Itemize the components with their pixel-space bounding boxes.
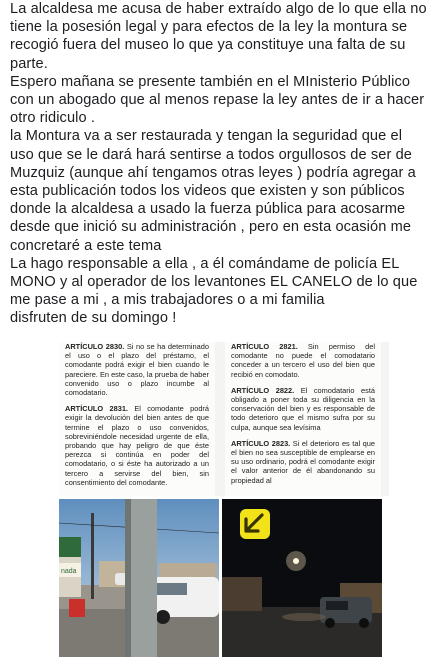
post-paragraph-5: disfruten de su domingo !: [10, 310, 177, 327]
document-column-left: [59, 342, 215, 496]
street-sign-text: nada: [61, 568, 77, 575]
article-2822: ARTÍCULO 2822. El comodatario está obligado a poner toda su diligencia en la conservación del bien y es responsable de todo deterioro que el mismo sufra por su culpa, aunque sea levísima: [231, 385, 375, 432]
night-street-photo[interactable]: [222, 499, 382, 657]
daytime-street-photo[interactable]: [59, 499, 219, 657]
post-paragraph-4: La hago responsable a ella , a él comándame de policía EL MONO y al operador de los levantones EL CANELO de lo que me pase a mi , a mis trabajadores o a mi familia: [10, 255, 418, 309]
post-text: [10, 0, 430, 328]
document-column-right: [225, 342, 381, 496]
post-paragraph-3: la Montura va a ser restaurada y tengan la seguridad que el uso que se le dará hará sentirse a todos orgullosos de ser de Muzquiz (aunque ahí tengamos otras leyes ) podría agregar a esta publicación todos los videos que existen y son públicos donde la alcaldesa a usado la fuerza pública para acosarme desde que inició su administración , pero en esta ocasión me concretaré a este tema: [10, 128, 416, 254]
post-paragraph-1: La alcaldesa me acusa de haber extraído algo de lo que ella no tiene la posesión legal y para efectos de la ley la montura se recogió fuera del museo lo que ya constituye una falta de su parte.: [10, 1, 427, 72]
post-paragraph-2: Espero mañana se presente también en el MInisterio Público con un abogado que al menos repase la ley antes de ir a hacer otro ridiculo .: [10, 73, 425, 127]
article-2821: ARTÍCULO 2821. Sin permiso del comodante no puede el comodatario conceder a un tercero el uso del bien que recibió en comodato.: [231, 342, 375, 379]
article-2823: ARTÍCULO 2823. Si el deterioro es tal que el bien no sea susceptible de emplearse en su uso ordinario, podrá el comodante exigir el valor anterior de él abandonando su propiedad al: [231, 438, 375, 485]
down-left-arrow-icon: [240, 509, 270, 539]
article-2830: ARTÍCULO 2830. Si no se ha determinado el uso o el plazo del préstamo, el comodante podrá exigir el bien cuando le pareciere. En este caso, la prueba de haber convenido uso o plazo incumbe al comodatario.: [65, 342, 209, 398]
article-2831: ARTÍCULO 2831. El comodante podrá exigir la devolución del bien antes de que termine el plazo o uso convenidos, sobreviniéndole necesidad urgente de ella, probando que hay peligro de que éste perezca si continúa en poder del comodatario, o si éste ha autorizado a un tercero a servirse del bien, sin consentimiento del comodante.: [65, 404, 209, 487]
legal-document-image[interactable]: [59, 342, 389, 496]
